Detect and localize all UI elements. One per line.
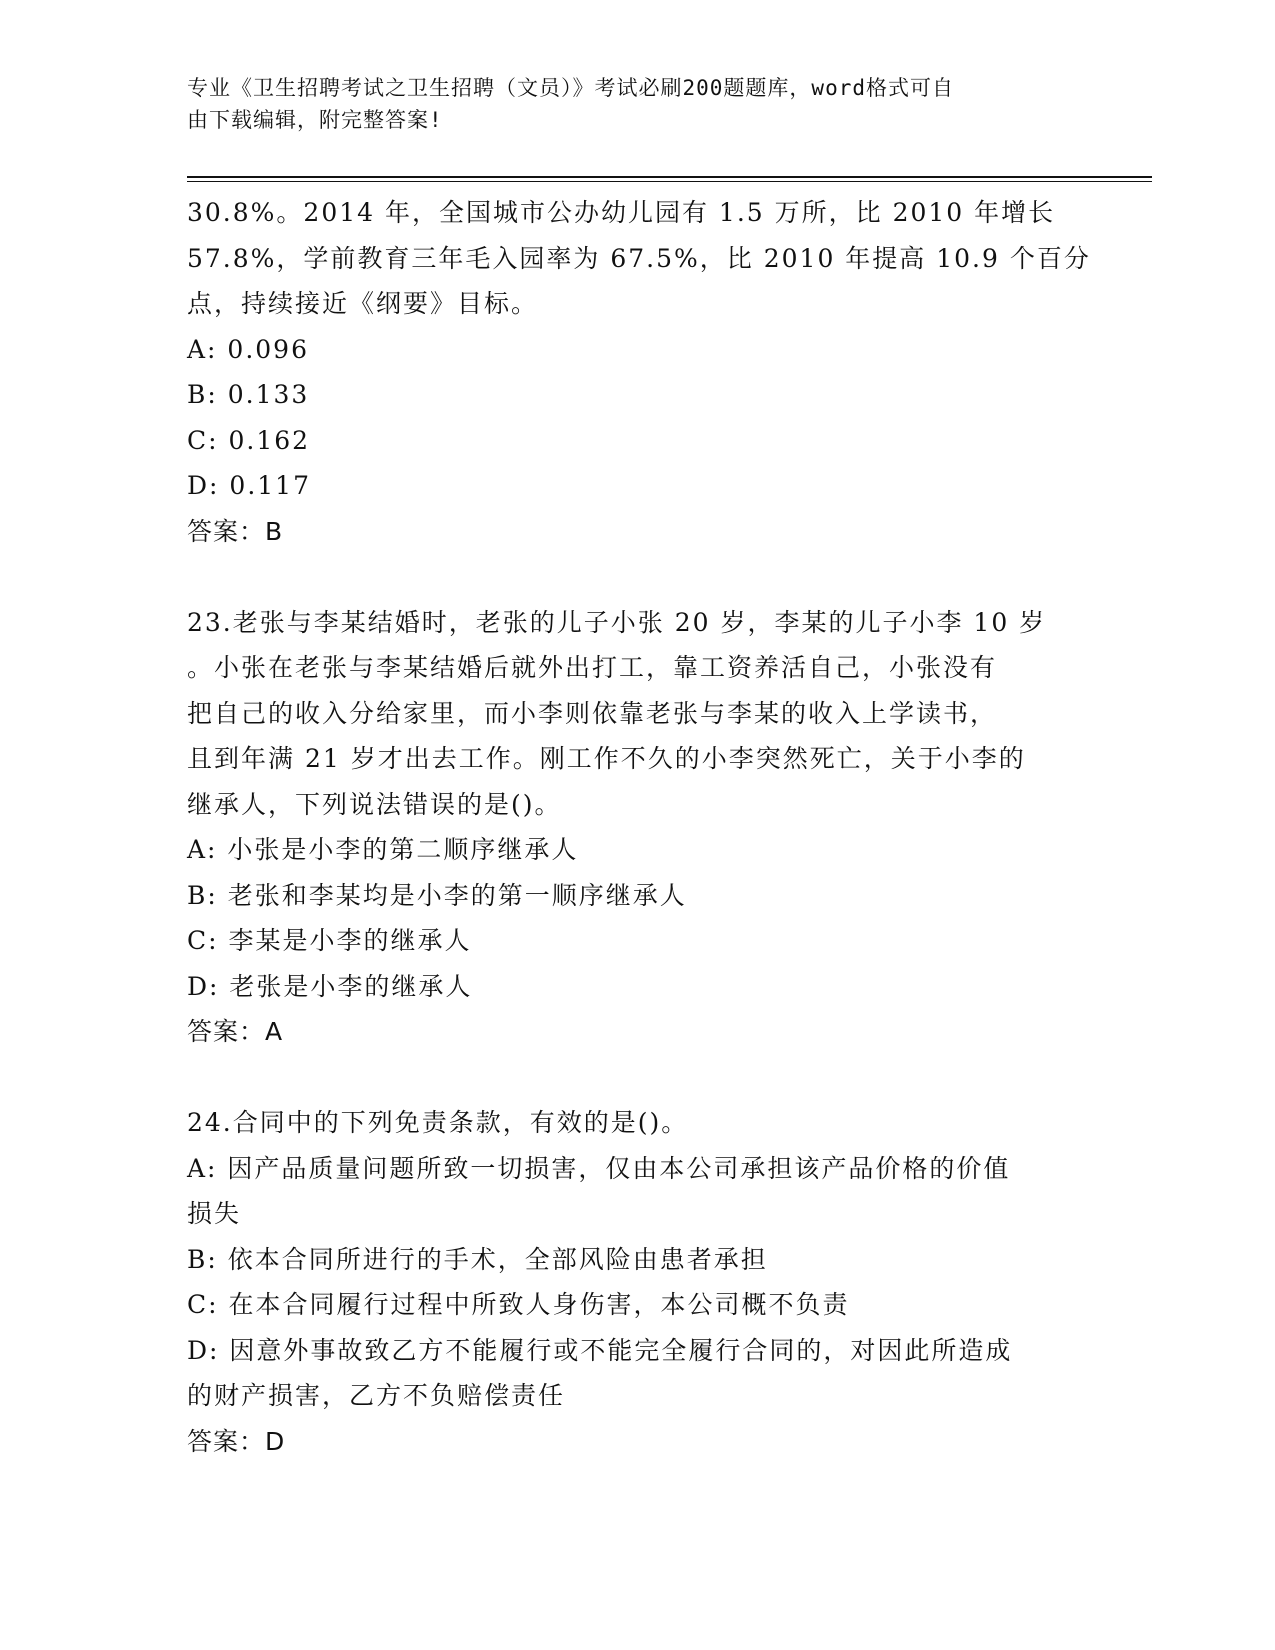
option-b: B: 老张和李某均是小李的第一顺序继承人 xyxy=(187,880,687,910)
question-22-continued xyxy=(187,190,1091,554)
header-rule-thick xyxy=(187,176,1152,178)
answer-label: 答案：D xyxy=(187,1426,286,1456)
question-stem-line: 继承人，下列说法错误的是()。 xyxy=(187,789,562,819)
option-a: A: 因产品质量问题所致一切损害，仅由本公司承担该产品价格的价值 xyxy=(187,1153,1011,1183)
question-stem-line: 30.8%。2014 年，全国城市公办幼儿园有 1.5 万所，比 2010 年增长 xyxy=(187,198,1056,227)
option-a: A: 小张是小李的第二顺序继承人 xyxy=(187,835,579,864)
question-stem-line: 且到年满 21 岁才出去工作。刚工作不久的小李突然死亡，关于小李的 xyxy=(187,744,1026,773)
option-d: D: 0.117 xyxy=(187,471,311,500)
option-d: D: 因意外事故致乙方不能履行或不能完全履行合同的，对因此所造成 xyxy=(187,1335,1013,1365)
header-line-2: 由下载编辑，附完整答案! xyxy=(187,108,443,132)
answer-label: 答案：A xyxy=(187,1017,284,1046)
answer-label: 答案：B xyxy=(187,516,284,546)
question-stem-line: 。小张在老张与李某结婚后就外出打工，靠工资养活自己，小张没有 xyxy=(187,653,998,682)
page-header xyxy=(187,72,1067,136)
spacer xyxy=(187,554,1077,600)
option-c: C: 李某是小李的继承人 xyxy=(187,926,472,955)
option-a-continued: 损失 xyxy=(187,1199,242,1228)
question-stem-line: 24.合同中的下列免责条款，有效的是()。 xyxy=(187,1108,689,1137)
spacer xyxy=(187,1055,1077,1101)
header-line-1: 专业《卫生招聘考试之卫生招聘（文员）》考试必刷200题题库，word格式可自 xyxy=(187,76,954,100)
question-23 xyxy=(187,600,1077,1055)
question-stem-line: 57.8%，学前教育三年毛入园率为 67.5%，比 2010 年提高 10.9 个百分 xyxy=(187,243,1091,273)
option-c: C: 0.162 xyxy=(187,425,311,455)
header-rule-thin xyxy=(187,181,1152,182)
option-b: B: 0.133 xyxy=(187,380,310,409)
option-b: B: 依本合同所进行的手术，全部风险由患者承担 xyxy=(187,1244,768,1274)
question-stem-line: 23.老张与李某结婚时，老张的儿子小张 20 岁，李某的儿子小李 10 岁 xyxy=(187,607,1047,637)
option-d: D: 老张是小李的继承人 xyxy=(187,971,473,1001)
option-c: C: 在本合同履行过程中所致人身伤害，本公司概不负责 xyxy=(187,1290,850,1319)
option-a: A: 0.096 xyxy=(187,334,309,364)
question-stem-line: 点，持续接近《纲要》目标。 xyxy=(187,289,539,318)
question-stem-line: 把自己的收入分给家里，而小李则依靠老张与李某的收入上学读书， xyxy=(187,698,998,728)
option-d-continued: 的财产损害，乙方不负赔偿责任 xyxy=(187,1381,566,1410)
question-24 xyxy=(187,1100,1077,1464)
document-body xyxy=(187,190,1091,1464)
